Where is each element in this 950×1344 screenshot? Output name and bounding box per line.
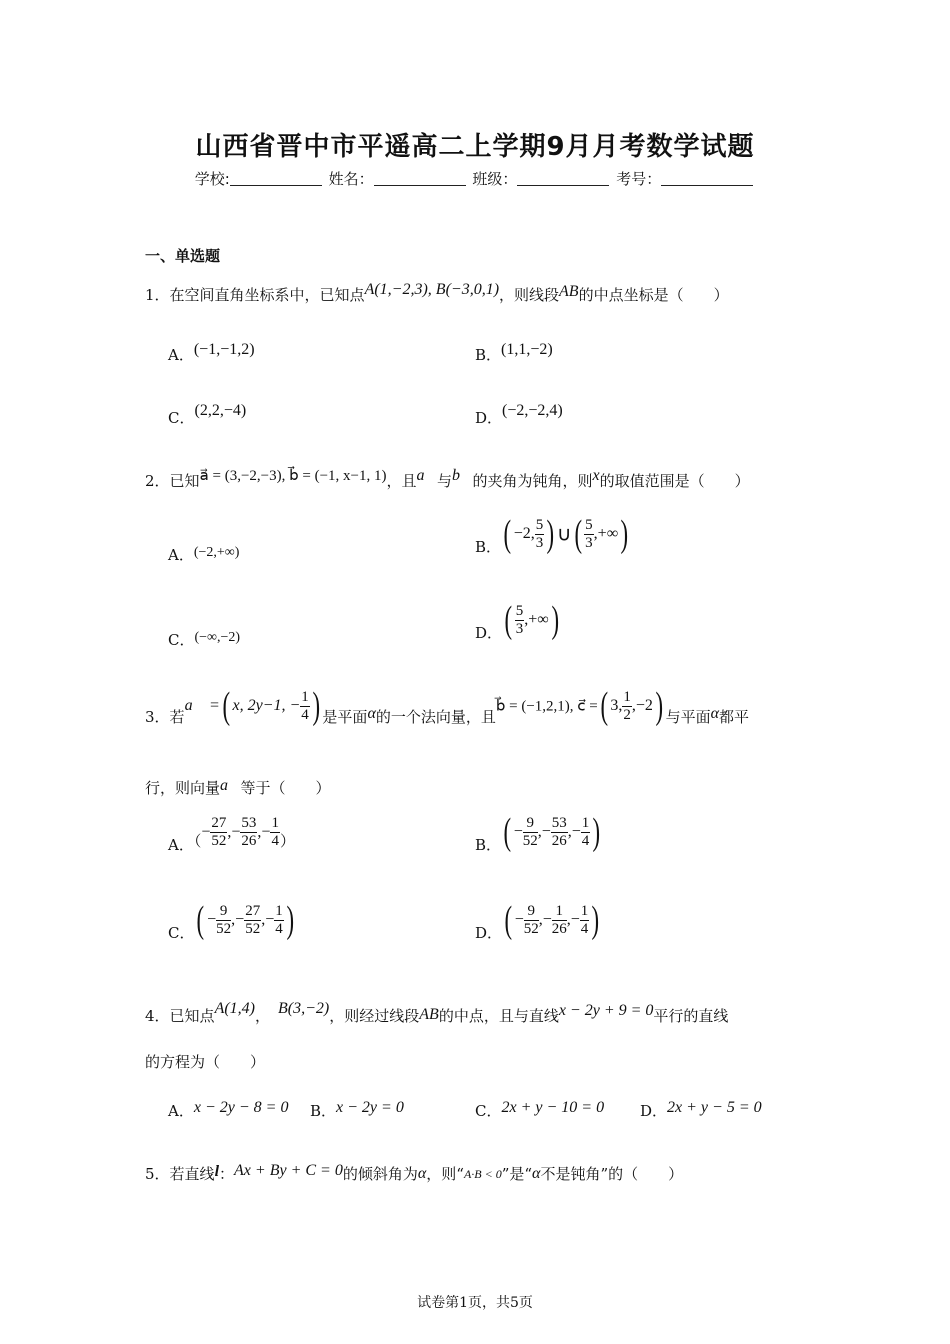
option-d	[640, 1096, 762, 1120]
fraction	[524, 903, 539, 938]
paren-close: )	[551, 599, 559, 641]
denominator: 26	[551, 920, 567, 937]
option-label: B．	[310, 1102, 337, 1120]
fraction	[300, 689, 310, 724]
option-value: −2,	[513, 525, 535, 542]
question-3-line-2	[145, 777, 330, 798]
option-d	[475, 399, 563, 427]
option-value: x − 2y − 8 = 0	[193, 1099, 289, 1116]
math-expression: B(3,−2)	[278, 1000, 330, 1017]
math-expression: ,−2	[631, 697, 653, 714]
paren-close: )	[620, 513, 629, 555]
numerator: 9	[216, 903, 231, 921]
minus-sign: ,−	[567, 823, 581, 840]
option-label: C．	[168, 631, 195, 649]
denominator: 3	[535, 534, 544, 551]
numerator: 1	[581, 814, 590, 831]
option-value: 2x + y − 10 = 0	[501, 1099, 605, 1116]
paren-open: (	[504, 899, 513, 941]
option-value: (2,2,−4)	[194, 402, 247, 419]
option-label: C．	[168, 409, 195, 427]
name-blank	[374, 171, 466, 186]
option-b	[475, 512, 631, 556]
question-text: 已知	[169, 472, 200, 490]
paren-open: (	[600, 685, 608, 727]
minus-sign: ,−	[231, 911, 245, 928]
option-label: A．	[168, 546, 194, 564]
question-5	[145, 1162, 683, 1184]
question-text: 的倾斜角为	[342, 1165, 418, 1183]
school-blank	[230, 171, 322, 186]
fraction	[523, 815, 538, 850]
denominator: 26	[551, 832, 567, 849]
option-d	[475, 898, 602, 942]
paren-close: )	[592, 811, 601, 853]
math-expression: α	[417, 1165, 427, 1182]
numerator: 1	[275, 902, 283, 919]
option-value: x − 2y = 0	[336, 1099, 404, 1116]
paren-open: (	[574, 513, 582, 555]
question-text: 行，则向量	[145, 779, 221, 797]
minus-sign: ,−	[537, 823, 551, 840]
math-expression: a⃗ = (3,−2,−3), b⃗ = (−1, x−1, 1)	[199, 468, 387, 484]
option-c	[168, 625, 241, 649]
option-label: C．	[475, 1102, 502, 1120]
question-text: 与平面	[665, 707, 711, 726]
paren-open: （	[193, 832, 202, 850]
denominator: 52	[211, 833, 227, 849]
math-expression: a⃗ =	[184, 697, 220, 714]
minus-sign: ,−	[566, 911, 580, 928]
option-label: B．	[475, 537, 502, 556]
denominator: 4	[301, 706, 309, 723]
paren-open: (	[503, 513, 512, 555]
math-expression: α	[532, 1165, 541, 1182]
paren-open: (	[197, 899, 205, 941]
option-value: (−2,−2,4)	[502, 402, 563, 419]
option-a	[168, 338, 255, 364]
minus-sign: ,−	[538, 911, 552, 928]
student-info-line	[0, 168, 950, 189]
numerator: 53	[241, 815, 257, 831]
option-value: (−2,+∞)	[193, 545, 240, 560]
denominator: 4	[275, 920, 283, 937]
math-expression: AB	[419, 1006, 439, 1023]
math-expression: l	[214, 1163, 220, 1180]
question-4	[145, 1000, 728, 1026]
denominator: 2	[623, 706, 631, 723]
option-label: B．	[475, 346, 502, 364]
question-text: 的夹角为钝角，则	[472, 472, 593, 490]
option-value: ,+∞	[593, 525, 619, 542]
question-number: 2．	[145, 472, 170, 490]
minus-sign: −	[207, 911, 217, 928]
option-b	[475, 810, 603, 854]
number-label: 考号：	[616, 170, 662, 188]
denominator: 4	[581, 832, 590, 849]
denominator: 4	[271, 833, 279, 849]
option-label: A．	[168, 836, 194, 854]
fraction	[216, 903, 231, 938]
fraction	[270, 815, 280, 850]
option-a	[168, 815, 295, 854]
denominator: 52	[216, 920, 232, 937]
option-label: B．	[475, 835, 502, 854]
question-text: 若直线	[169, 1165, 215, 1183]
option-value: (−1,−1,2)	[193, 341, 255, 358]
math-expression: AB	[559, 283, 579, 300]
paren-open: (	[222, 685, 230, 727]
minus-sign: ,−	[261, 911, 275, 928]
number-blank	[661, 171, 753, 186]
math-expression: α	[710, 705, 720, 722]
union-symbol: ∪	[556, 523, 572, 546]
denominator: 52	[245, 920, 261, 937]
question-number: 5．	[145, 1165, 170, 1183]
minus-sign: −	[514, 911, 524, 928]
class-blank	[517, 171, 609, 186]
math-expression: A(1,−2,3), B(−3,0,1)	[364, 281, 500, 298]
option-a	[168, 540, 240, 564]
option-value: ,+∞	[524, 611, 549, 628]
numerator: 5	[585, 516, 593, 533]
fraction	[274, 903, 284, 938]
question-text: 的取值范围是（ ）	[599, 472, 750, 490]
numerator: 9	[523, 815, 538, 833]
question-text: 已知点	[169, 1007, 215, 1025]
numerator: 1	[552, 903, 567, 921]
section-heading: 一、单选题	[145, 247, 221, 265]
math-expression: α	[367, 705, 376, 722]
option-value: 2x + y − 5 = 0	[667, 1099, 762, 1116]
fraction	[552, 903, 567, 938]
paren-close: )	[312, 685, 320, 727]
question-text: 与	[436, 472, 452, 490]
math-expression: x − 2y + 9 = 0	[558, 1002, 654, 1019]
fraction	[535, 517, 545, 552]
fraction	[240, 815, 257, 850]
option-b	[475, 338, 553, 364]
question-text: 的一个法向量，且	[375, 707, 496, 726]
question-text: 都平	[719, 707, 750, 726]
question-text: ，则线段	[499, 286, 560, 304]
question-text: 是平面	[322, 707, 368, 726]
minus-sign: ,−	[227, 823, 241, 841]
question-text: 若	[169, 707, 185, 726]
question-text: ”是“	[501, 1165, 533, 1183]
numerator: 53	[551, 814, 567, 831]
school-label: 学校:	[194, 170, 230, 188]
fraction	[515, 603, 525, 638]
question-text: ，且	[386, 472, 417, 490]
class-label: 班级：	[472, 170, 518, 188]
paren-open: (	[503, 811, 512, 853]
question-number: 1．	[145, 286, 170, 304]
question-1	[145, 281, 729, 305]
denominator: 52	[523, 920, 539, 937]
question-text: 不是钝角”的（ ）	[540, 1165, 684, 1183]
numerator: 5	[515, 602, 524, 619]
question-4-line-2: 的方程为（ ）	[145, 1053, 266, 1071]
math-expression: a⃗	[220, 777, 241, 794]
math-expression: a⃗	[416, 467, 437, 484]
option-value: (−∞,−2)	[194, 630, 241, 645]
numerator: 1	[623, 688, 631, 705]
fraction	[584, 517, 594, 552]
minus-sign: −	[513, 823, 523, 840]
numerator: 1	[301, 688, 309, 705]
question-number: 4．	[145, 1007, 170, 1025]
denominator: 4	[580, 920, 589, 937]
question-3	[145, 684, 749, 728]
question-text: ，则“	[426, 1165, 464, 1183]
fraction	[580, 903, 590, 938]
denominator: 26	[241, 833, 257, 849]
fraction	[244, 903, 261, 938]
option-label: A．	[168, 346, 194, 364]
option-c	[168, 898, 296, 942]
numerator: 5	[535, 516, 544, 533]
option-label: D．	[475, 409, 503, 427]
paren-close: )	[655, 685, 664, 727]
denominator: 3	[515, 620, 524, 637]
denominator: 52	[522, 832, 538, 849]
question-text: 平行的直线	[653, 1007, 729, 1025]
question-text: ，则经过线段	[329, 1007, 420, 1025]
math-expression: x, 2y−1, −	[232, 697, 301, 714]
option-label: C．	[168, 923, 195, 942]
numerator: 9	[524, 903, 539, 921]
paren-close: )	[546, 513, 555, 555]
question-text: 在空间直角坐标系中，已知点	[169, 286, 365, 304]
option-value: (1,1,−2)	[501, 341, 553, 358]
option-d	[475, 598, 561, 642]
numerator: 1	[271, 815, 279, 831]
math-expression: A(1,4)	[214, 1000, 255, 1017]
option-c	[475, 1096, 605, 1120]
denominator: 3	[585, 534, 593, 551]
fraction	[622, 689, 632, 724]
option-a	[168, 1096, 289, 1120]
math-expression: b⃗ = (−1,2,1), c⃗ =	[495, 698, 598, 715]
minus-sign: −	[201, 823, 211, 841]
option-label: D．	[640, 1102, 668, 1120]
option-c	[168, 399, 247, 427]
question-text: 的中点坐标是（ ）	[578, 286, 729, 304]
paren-open: (	[504, 599, 513, 641]
math-expression: b⃗	[452, 467, 473, 484]
page-footer: 试卷第1页，共5页	[417, 1295, 533, 1311]
paren-close: )	[286, 899, 294, 941]
fraction	[210, 815, 227, 850]
option-label: D．	[475, 623, 503, 642]
numerator: 1	[580, 902, 589, 919]
math-expression: A·B < 0	[463, 1167, 502, 1181]
question-number: 3．	[145, 707, 170, 726]
math-expression: x	[592, 467, 600, 484]
minus-sign: ,−	[257, 823, 271, 841]
question-text: ，	[255, 1007, 271, 1025]
question-text: 的中点，且与直线	[438, 1007, 559, 1025]
paren-close: ）	[279, 832, 295, 850]
fraction	[551, 815, 568, 850]
question-text: 等于（ ）	[240, 779, 331, 797]
paren-close: )	[591, 899, 600, 941]
option-label: D．	[475, 923, 503, 942]
question-text: ：	[219, 1165, 235, 1183]
page-title: 山西省晋中市平遥高二上学期9月月考数学试题	[195, 132, 755, 162]
numerator: 27	[211, 815, 227, 831]
fraction	[581, 815, 591, 850]
option-b	[310, 1096, 404, 1120]
math-expression: Ax + By + C = 0	[234, 1162, 343, 1179]
question-2	[145, 466, 750, 491]
name-label: 姓名：	[328, 170, 374, 188]
option-label: A．	[168, 1102, 194, 1120]
numerator: 27	[245, 902, 261, 919]
math-expression: 3,	[610, 697, 623, 714]
